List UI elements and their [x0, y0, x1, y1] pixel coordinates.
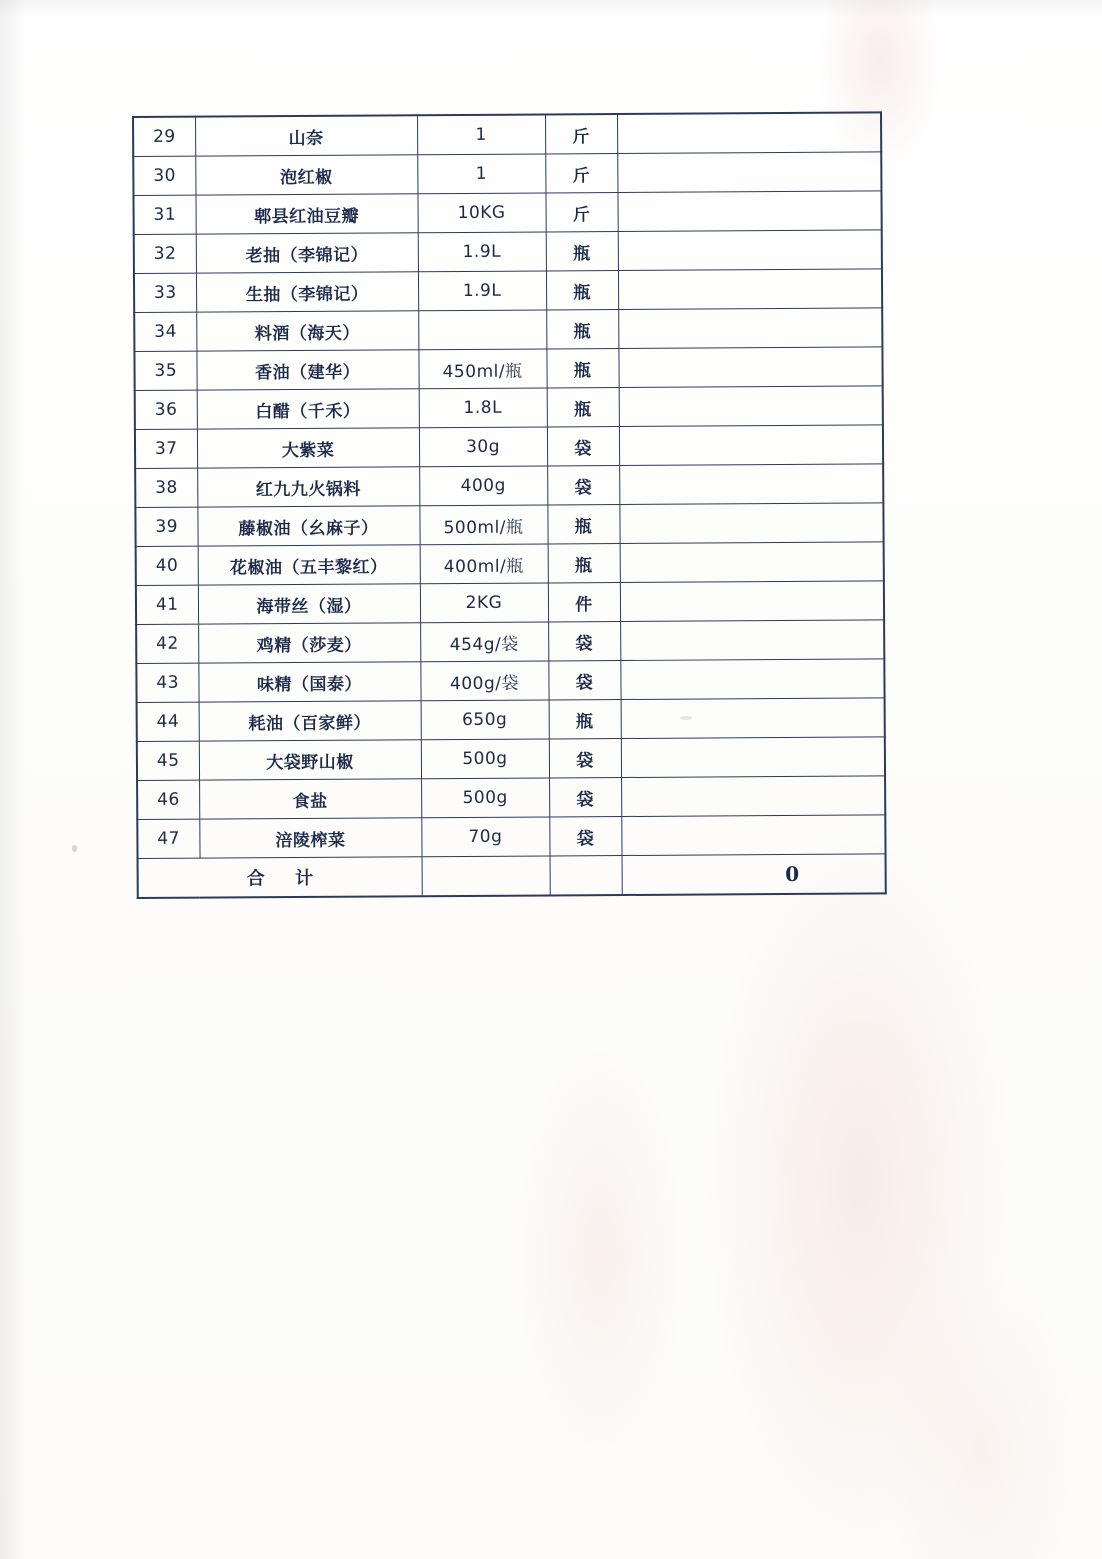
item-spec: 400g: [419, 466, 547, 506]
item-amount: [621, 776, 885, 817]
item-amount: [621, 815, 885, 856]
row-index: 45: [137, 741, 199, 780]
item-unit: 斤: [545, 193, 617, 232]
item-spec: 1.9L: [418, 271, 546, 311]
item-spec: 650g: [421, 700, 549, 740]
item-spec: 1: [417, 114, 545, 154]
item-name: 大紫菜: [197, 428, 419, 468]
total-unit: [550, 856, 622, 896]
row-index: 35: [134, 351, 196, 390]
item-spec: 1: [417, 154, 545, 194]
item-unit: 瓶: [546, 271, 618, 310]
row-index: 41: [136, 585, 198, 624]
total-row: [138, 854, 886, 898]
table-row: [135, 386, 883, 430]
row-index: 37: [135, 429, 197, 468]
item-unit: 袋: [549, 817, 621, 856]
item-spec: 70g: [421, 817, 549, 857]
table-row: [137, 737, 885, 781]
row-index: 46: [137, 780, 199, 819]
page-top-shadow: [0, 0, 1102, 18]
item-unit: 瓶: [547, 388, 619, 427]
item-amount: [617, 152, 881, 193]
table-row: [137, 776, 885, 820]
item-amount: [618, 347, 882, 388]
item-amount: [619, 386, 883, 427]
item-spec: 500g: [421, 739, 549, 779]
item-spec: 10KG: [417, 193, 545, 233]
item-unit: 斤: [545, 154, 617, 193]
item-amount: [619, 425, 883, 466]
item-amount: [620, 620, 884, 661]
item-spec: 454g/袋: [420, 622, 548, 662]
row-index: 32: [134, 234, 196, 273]
item-amount: [618, 230, 882, 271]
item-unit: 瓶: [547, 505, 619, 544]
item-unit: 袋: [549, 739, 621, 778]
row-index: 31: [133, 195, 195, 234]
item-spec: 500ml/瓶: [419, 505, 547, 545]
table-row: [137, 815, 885, 859]
row-index: 34: [134, 312, 196, 351]
item-name: 鸡精（莎麦）: [198, 623, 420, 663]
item-name: 红九九火锅料: [197, 467, 419, 507]
table-row: [135, 425, 883, 469]
row-index: 43: [136, 663, 198, 702]
item-name: 海带丝（湿）: [198, 584, 420, 624]
item-name: 食盐: [199, 779, 421, 819]
row-index: 30: [133, 156, 195, 195]
item-spec: 1.9L: [418, 232, 546, 272]
total-spec: [422, 856, 550, 896]
item-name: 香油（建华）: [196, 350, 418, 390]
item-name: 山奈: [195, 115, 417, 156]
table-row: [136, 542, 884, 586]
item-unit: 瓶: [546, 232, 618, 271]
item-name: 料酒（海天）: [196, 311, 418, 351]
table-row: [135, 464, 883, 508]
item-amount: [620, 581, 884, 622]
row-index: 42: [136, 624, 198, 663]
item-unit: 袋: [548, 661, 620, 700]
table-row: [134, 347, 882, 391]
item-name: 泡红椒: [195, 155, 417, 195]
item-unit: 袋: [549, 778, 621, 817]
table-row: [136, 581, 884, 625]
item-unit: 瓶: [546, 310, 618, 349]
item-spec: 400g/袋: [420, 661, 548, 701]
item-spec: 1.8L: [419, 388, 547, 428]
table-row: [136, 620, 884, 664]
item-name: 藤椒油（幺麻子）: [197, 506, 419, 546]
item-spec: 450ml/瓶: [418, 349, 546, 389]
item-amount: [619, 464, 883, 505]
item-spec: 2KG: [420, 583, 548, 623]
item-unit: 瓶: [548, 544, 620, 583]
item-spec: 30g: [419, 427, 547, 467]
item-name: 大袋野山椒: [199, 740, 421, 780]
total-value: 0: [622, 854, 886, 895]
total-label: 合 计: [138, 857, 422, 898]
item-name: 老抽（李锦记）: [196, 233, 418, 273]
row-index: 36: [135, 390, 197, 429]
row-index: 39: [135, 507, 197, 546]
item-unit: 斤: [545, 114, 617, 154]
item-spec: 400ml/瓶: [420, 544, 548, 584]
row-index: 40: [136, 546, 198, 585]
item-unit: 瓶: [549, 700, 621, 739]
item-name: 耗油（百家鲜）: [199, 701, 421, 741]
table-row: [134, 308, 882, 352]
table-row: [135, 503, 883, 547]
item-spec: 500g: [421, 778, 549, 818]
item-amount: [621, 737, 885, 778]
scan-speck: [72, 845, 77, 852]
item-spec: [418, 310, 546, 350]
table-row: [136, 659, 884, 703]
row-index: 33: [134, 273, 196, 312]
item-unit: 袋: [548, 622, 620, 661]
table-row: [134, 269, 882, 313]
table-row: [133, 152, 881, 196]
item-unit: 袋: [547, 427, 619, 466]
item-name: 生抽（李锦记）: [196, 272, 418, 312]
item-name: 花椒油（五丰黎红）: [198, 545, 420, 585]
table-row: [133, 112, 881, 156]
item-name: 味精（国泰）: [198, 662, 420, 702]
table-row: [137, 698, 885, 742]
item-unit: 件: [548, 583, 620, 622]
row-index: 38: [135, 468, 197, 507]
item-name: 郫县红油豆瓣: [195, 194, 417, 234]
inventory-table: [132, 111, 887, 899]
item-amount: [617, 112, 881, 153]
inventory-table-container: [132, 111, 885, 899]
table-row: [134, 230, 882, 274]
table-body: [133, 112, 886, 898]
row-index: 47: [137, 819, 199, 858]
page-left-shadow: [0, 0, 26, 1559]
item-unit: 瓶: [546, 349, 618, 388]
item-amount: [620, 542, 884, 583]
item-amount: [619, 503, 883, 544]
item-amount: [620, 659, 884, 700]
item-amount: [617, 191, 881, 232]
item-amount: [618, 308, 882, 349]
item-amount: [618, 269, 882, 310]
item-unit: 袋: [547, 466, 619, 505]
table-row: [133, 191, 881, 235]
item-name: 白醋（千禾）: [197, 389, 419, 429]
item-amount: [621, 698, 885, 739]
row-index: 44: [137, 702, 199, 741]
item-name: 涪陵榨菜: [199, 818, 421, 858]
row-index: 29: [133, 117, 195, 157]
